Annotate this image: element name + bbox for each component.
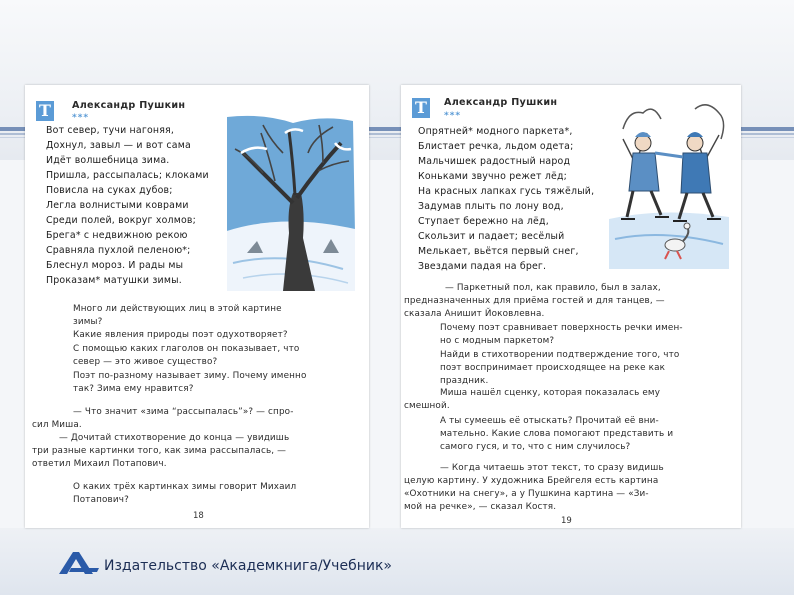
poem-line: Коньками звучно режет лёд; [418, 171, 568, 182]
question-text: Найди в стихотворении подтверждение того, что [440, 350, 680, 360]
dialogue-text: целую картину. У художника Брейгеля есть картина [404, 476, 659, 486]
question-text: самого гуся, и то, что с ним случилось? [440, 442, 631, 452]
poem-line: Блистает речка, льдом одета; [418, 141, 574, 152]
publisher-logo-icon [57, 550, 101, 576]
poem-line: Задумав плыть по лону вод, [418, 201, 564, 212]
poem-line: Вот север, тучи нагоняя, [46, 125, 175, 136]
poem-line: Среди полей, вокруг холмов; [46, 215, 196, 226]
textbook-page-left [25, 85, 369, 528]
dialogue-text: — Что значит «зима “рассыпалась”»? — спро- [73, 407, 294, 417]
page-number: 18 [193, 511, 204, 521]
poem-line: Блеснул мороз. И рады мы [46, 260, 184, 271]
question-text: зимы? [73, 317, 103, 327]
poem-author: Александр Пушкин [72, 100, 186, 111]
text-section-icon: Т [412, 98, 430, 118]
question-text: мательно. Какие слова помогают представить и [440, 429, 674, 439]
question-text: Много ли действующих лиц в этой картине [73, 304, 282, 314]
question-text: поэт воспринимает происходящее на реке как [440, 363, 666, 373]
poem-line: Проказам* матушки зимы. [46, 275, 182, 286]
poem-line: Мелькает, вьётся первый снег, [418, 246, 579, 257]
question-text: Какие явления природы поэт одухотворяет? [73, 330, 288, 340]
poem-stars: *** [72, 113, 90, 123]
question-text: О каких трёх картинках зимы говорит Михаил [73, 482, 297, 492]
poem-line: Скользит и падает; весёлый [418, 231, 565, 242]
poem-author: Александр Пушкин [444, 97, 558, 108]
dialogue-text: — Паркетный пол, как правило, был в залах, [445, 283, 661, 293]
winter-tree-illustration [223, 113, 357, 291]
poem-line: Ступает бережно на лёд, [418, 216, 549, 227]
dialogue-text: ответил Михаил Потапович. [32, 459, 167, 469]
poem-stars: *** [444, 111, 462, 121]
dialogue-text: три разные картинки того, как зима рассыпалась, — [32, 446, 287, 456]
question-text: праздник. [440, 376, 489, 386]
dialogue-text: предназначенных для приёма гостей и для танцев, — [404, 296, 665, 306]
poem-line: Идёт волшебница зима. [46, 155, 170, 166]
question-text: Миша нашёл сценку, которая показалась ему [440, 388, 661, 398]
question-text: Потапович? [73, 495, 129, 505]
question-text: С помощью каких глаголов он показывает, что [73, 344, 300, 354]
dialogue-text: сказала Анишит Йоковлевна. [404, 309, 545, 319]
textbook-page-right [401, 85, 741, 528]
question-text: так? Зима ему нравится? [73, 384, 194, 394]
question-text: Почему поэт сравнивает поверхность речки имен- [440, 323, 683, 333]
poem-line: Легла волнистыми коврами [46, 200, 189, 211]
question-text: север — это живое существо? [73, 357, 218, 367]
poem-line: Пришла, рассыпалась; клоками [46, 170, 209, 181]
page-number: 19 [561, 516, 572, 526]
question-text: А ты сумеешь её отыскать? Прочитай её вни- [440, 416, 659, 426]
poem-line: Брега* с недвижною рекою [46, 230, 188, 241]
poem-line: Дохнул, завыл — и вот сама [46, 140, 191, 151]
skating-boys-illustration [603, 99, 733, 271]
question-text: но с модным паркетом? [440, 336, 555, 346]
poem-line: Звездами падая на брег. [418, 261, 547, 272]
poem-line: На красных лапках гусь тяжёлый, [418, 186, 595, 197]
dialogue-text: «Охотники на снегу», а у Пушкина картина — «Зи- [404, 489, 649, 499]
text-section-icon: Т [36, 101, 54, 121]
poem-line: Опрятней* модного паркета*, [418, 126, 573, 137]
dialogue-text: — Когда читаешь этот текст, то сразу видишь [440, 463, 664, 473]
poem-line: Мальчишек радостный народ [418, 156, 571, 167]
publisher-name: Издательство «Академкнига/Учебник» [104, 558, 392, 574]
dialogue-text: мой на речке», — сказал Костя. [404, 502, 557, 512]
dialogue-text: — Дочитай стихотворение до конца — увидишь [59, 433, 290, 443]
poem-line: Повисла на суках дубов; [46, 185, 173, 196]
question-text: смешной. [404, 401, 450, 411]
question-text: Поэт по-разному называет зиму. Почему именно [73, 371, 307, 381]
poem-line: Сравняла пухлой пеленою*; [46, 245, 191, 256]
dialogue-text: сил Миша. [32, 420, 82, 430]
